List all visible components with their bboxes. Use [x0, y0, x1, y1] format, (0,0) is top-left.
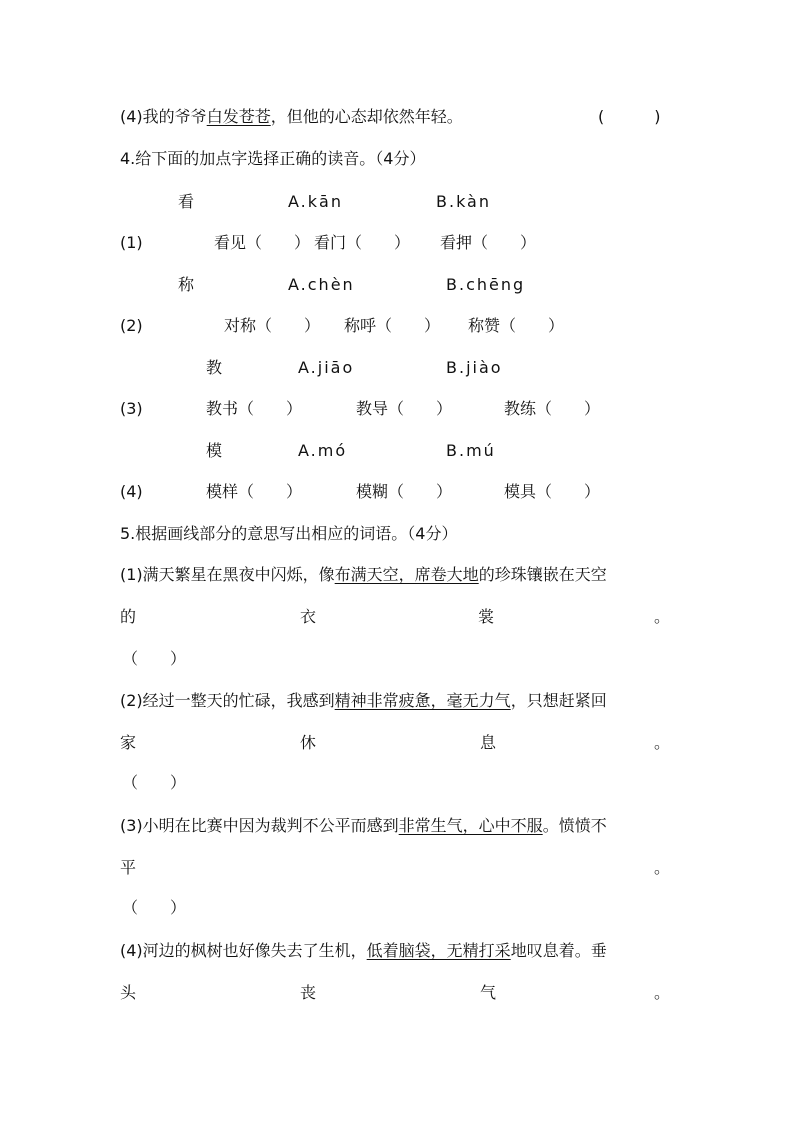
answer-bracket[interactable]: （ ）	[122, 898, 187, 917]
sentence-post: ，但他的心态却依然年轻。	[270, 107, 463, 126]
q5-item-2	[120, 690, 607, 712]
item-number: (4)	[120, 107, 143, 126]
underlined-phrase: 低着脑袋，无精打采	[366, 941, 511, 960]
option-b: B.jiào	[446, 358, 503, 377]
answer-bracket[interactable]: ( )	[598, 107, 667, 126]
continuation-char: 的	[120, 607, 137, 626]
underlined-phrase: 白发苍苍	[206, 107, 271, 126]
sentence-post: 地叹息着。垂	[510, 941, 607, 960]
sentence-pre: 我的爷爷	[142, 107, 207, 126]
word-blank[interactable]: 模糊（ ）	[356, 482, 453, 501]
q5-item-4	[120, 940, 607, 962]
continuation-char: 丧	[300, 983, 317, 1002]
word-blank[interactable]: 称呼（ ）	[344, 316, 441, 335]
q4-title: 4.给下面的加点字选择正确的读音。（4分）	[120, 149, 426, 168]
answer-bracket[interactable]: （ ）	[122, 773, 187, 792]
continuation-char: 气	[480, 983, 497, 1002]
continuation-char: 裳	[478, 607, 495, 626]
target-char: 看	[178, 192, 195, 211]
sentence-pre: (4)河边的枫树也好像失去了生机，	[120, 941, 367, 960]
word-blank[interactable]: 称赞（ ）	[468, 316, 565, 335]
option-a: A.chèn	[288, 275, 355, 294]
option-a: A.mó	[298, 441, 348, 460]
sentence-post: 。愤愤不	[542, 816, 607, 835]
option-b: B.mú	[446, 441, 496, 460]
target-char: 教	[206, 358, 223, 377]
sentence-pre: (3)小明在比赛中因为裁判不公平而感到	[120, 816, 399, 835]
continuation-char: 休	[300, 733, 317, 752]
target-char: 称	[178, 275, 195, 294]
word-blank[interactable]: 看见（ ）	[214, 233, 311, 252]
word-blank[interactable]: 教导（ ）	[356, 399, 453, 418]
q3-item-4	[120, 106, 463, 128]
sentence-pre: (1)满天繁星在黑夜中闪烁，像	[120, 565, 335, 584]
continuation-char: 。	[654, 607, 671, 626]
continuation-char: 。	[654, 733, 671, 752]
sentence-pre: (2)经过一整天的忙碌，我感到	[120, 691, 335, 710]
item-number: (3)	[120, 399, 143, 418]
option-b: B.kàn	[436, 192, 491, 211]
word-blank[interactable]: 看门（ ）	[314, 233, 411, 252]
word-blank[interactable]: 教练（ ）	[504, 399, 601, 418]
underlined-phrase: 非常生气，心中不服	[398, 816, 543, 835]
word-blank[interactable]: 看押（ ）	[440, 233, 537, 252]
option-b: B.chēng	[446, 275, 526, 294]
continuation-char: 。	[654, 858, 671, 877]
word-blank[interactable]: 教书（ ）	[206, 399, 303, 418]
underlined-phrase: 布满天空，席卷大地	[334, 565, 479, 584]
word-blank[interactable]: 模样（ ）	[206, 482, 303, 501]
sentence-post: ，只想赶紧回	[510, 691, 607, 710]
option-a: A.kān	[288, 192, 343, 211]
q5-item-1	[120, 564, 607, 586]
item-number: (2)	[120, 316, 143, 335]
q5-item-3	[120, 815, 607, 837]
sentence-post: 的珍珠镶嵌在天空	[478, 565, 607, 584]
word-blank[interactable]: 对称（ ）	[224, 316, 321, 335]
continuation-char: 。	[654, 983, 671, 1002]
option-a: A.jiāo	[298, 358, 355, 377]
item-number: (1)	[120, 233, 143, 252]
item-number: (4)	[120, 482, 143, 501]
word-blank[interactable]: 模具（ ）	[504, 482, 601, 501]
continuation-char: 头	[120, 983, 137, 1002]
answer-bracket[interactable]: （ ）	[122, 649, 187, 668]
target-char: 模	[206, 441, 223, 460]
continuation-char: 息	[480, 733, 497, 752]
continuation-char: 家	[120, 733, 137, 752]
underlined-phrase: 精神非常疲惫，毫无力气	[334, 691, 511, 710]
q5-title: 5.根据画线部分的意思写出相应的词语。（4分）	[120, 524, 458, 543]
continuation-char: 衣	[300, 607, 317, 626]
continuation-char: 平	[120, 858, 137, 877]
